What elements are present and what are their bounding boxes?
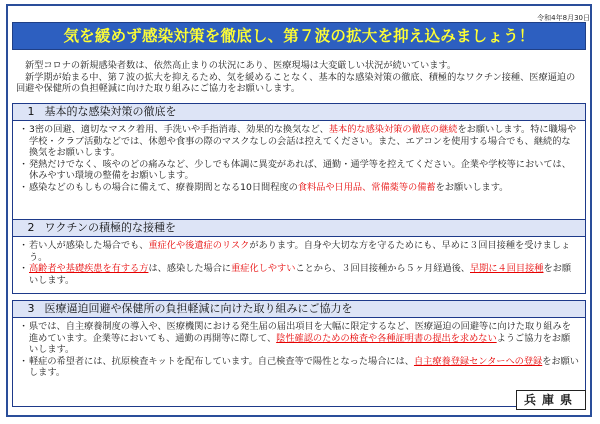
section-1-title: 基本的な感染対策の徹底を: [44, 105, 177, 118]
bullet-mark: ・: [19, 181, 29, 193]
bullet-mark: ・: [19, 240, 29, 251]
item-text: をお願いします。特に職場や学校・クラブ活動などでは、休憩や食事の際のマスクなしの会話は控えてください。また、エアコンを使用する場合でも、継続的な換気をお願いします。: [29, 124, 577, 159]
section-2-item: [19, 240, 579, 263]
intro-text: [16, 60, 584, 95]
intro-paragraph-1: 新型コロナの新規感染者数は、依然高止まりの状況にあり、医療現場は大変厳しい状況が続いています。: [25, 60, 457, 71]
item-text: 発熱だけでなく、咳やのどの痛みなど、少しでも体調に異変があれば、通勤・通学等を控えてください。企業や学校等においては、休みやすい環境の整備をお願いします。: [29, 158, 571, 182]
section-3-item: [19, 321, 579, 356]
section-2-item: [19, 263, 579, 286]
highlighted-text: 重症化や後遺症のリスク: [148, 240, 250, 251]
section-2-number: 2: [27, 221, 35, 234]
bullet-mark: ・: [19, 263, 29, 275]
bullet-mark: ・: [19, 321, 29, 332]
section-1-body: [12, 120, 586, 230]
item-text: があります。自身や大切な方を守るためにも、早めに３回目接種を受けましょう。: [29, 240, 571, 263]
issue-date: 令和4年8月30日: [537, 14, 590, 22]
section-1-heading: [12, 103, 586, 120]
section-3-item: [19, 356, 579, 379]
section-2-title: ワクチンの積極的な接種を: [44, 221, 176, 234]
section-1-number: 1: [27, 105, 35, 118]
item-text: は、感染した場合に: [148, 263, 232, 275]
highlighted-text: 自主療養登録センターへの登録: [413, 355, 543, 367]
item-text: をお願いします。: [29, 355, 579, 379]
highlighted-text: 食料品や日用品、常備薬等の備蓄: [297, 181, 436, 193]
highlighted-text: 重症化しやすい: [231, 263, 296, 275]
section-1-item: [19, 182, 579, 194]
item-text: 県では、自主療養制度の導入や、医療機関における発生届の届出項目を大幅に限定するなど、医療逼迫の回避等に向けた取り組みを進めています。企業等においても、通勤の再開等に際して、: [29, 321, 571, 344]
item-text: 感染などのもしもの場合に備えて、療養期間となる10日間程度の: [29, 181, 298, 193]
item-text: 3密の回避、適切なマスク着用、手洗いや手指消毒、効果的な換気など、: [29, 124, 329, 135]
highlighted-text: 陰性確認のための検査や各種証明書の提出を求めない: [276, 332, 497, 344]
section-3-title: 医療逼迫回避や保健所の負担軽減に向けた取り組みにご協力を: [44, 302, 353, 315]
section-2-body: [12, 236, 586, 294]
highlighted-text: 基本的な感染対策の徹底の継続: [328, 124, 458, 135]
item-text: をお願いします。: [29, 263, 572, 286]
title-banner: 気を緩めず感染対策を徹底し、第７波の拡大を抑え込みましょう！: [12, 22, 586, 50]
section-1-item: [19, 159, 579, 182]
section-3-number: 3: [27, 302, 35, 315]
item-text: ようご協力をお願いします。: [29, 332, 571, 356]
item-text: 若い人が感染した場合でも、: [29, 240, 149, 251]
bullet-mark: ・: [19, 124, 29, 135]
prefecture-label: 兵庫県: [516, 390, 586, 410]
highlighted-text: 高齢者や基礎疾患を有する方: [29, 263, 149, 275]
bullet-mark: ・: [19, 158, 29, 170]
item-text: 軽症の希望者には、抗原検査キットを配布しています。自己検査等で陽性となった場合には、: [29, 355, 414, 367]
section-3-body: [12, 317, 586, 407]
section-2-heading: [12, 219, 586, 236]
intro-paragraph-2: 新学期が始まる中、第７波の拡大を抑えるため、気を緩めることなく、基本的な感染対策の徹底、積極的なワクチン接種、医療逼迫の回避や保健所の負担軽減に向けた取り組みにご協力をお願いします。: [16, 71, 576, 95]
item-text: をお願いします。: [435, 181, 509, 193]
section-1-item: [19, 124, 579, 159]
section-3-heading: [12, 300, 586, 317]
highlighted-text: 早期に４回目接種: [470, 263, 544, 275]
item-text: ことから、３回目接種から５ヶ月経過後、: [295, 263, 470, 275]
bullet-mark: ・: [19, 355, 29, 367]
